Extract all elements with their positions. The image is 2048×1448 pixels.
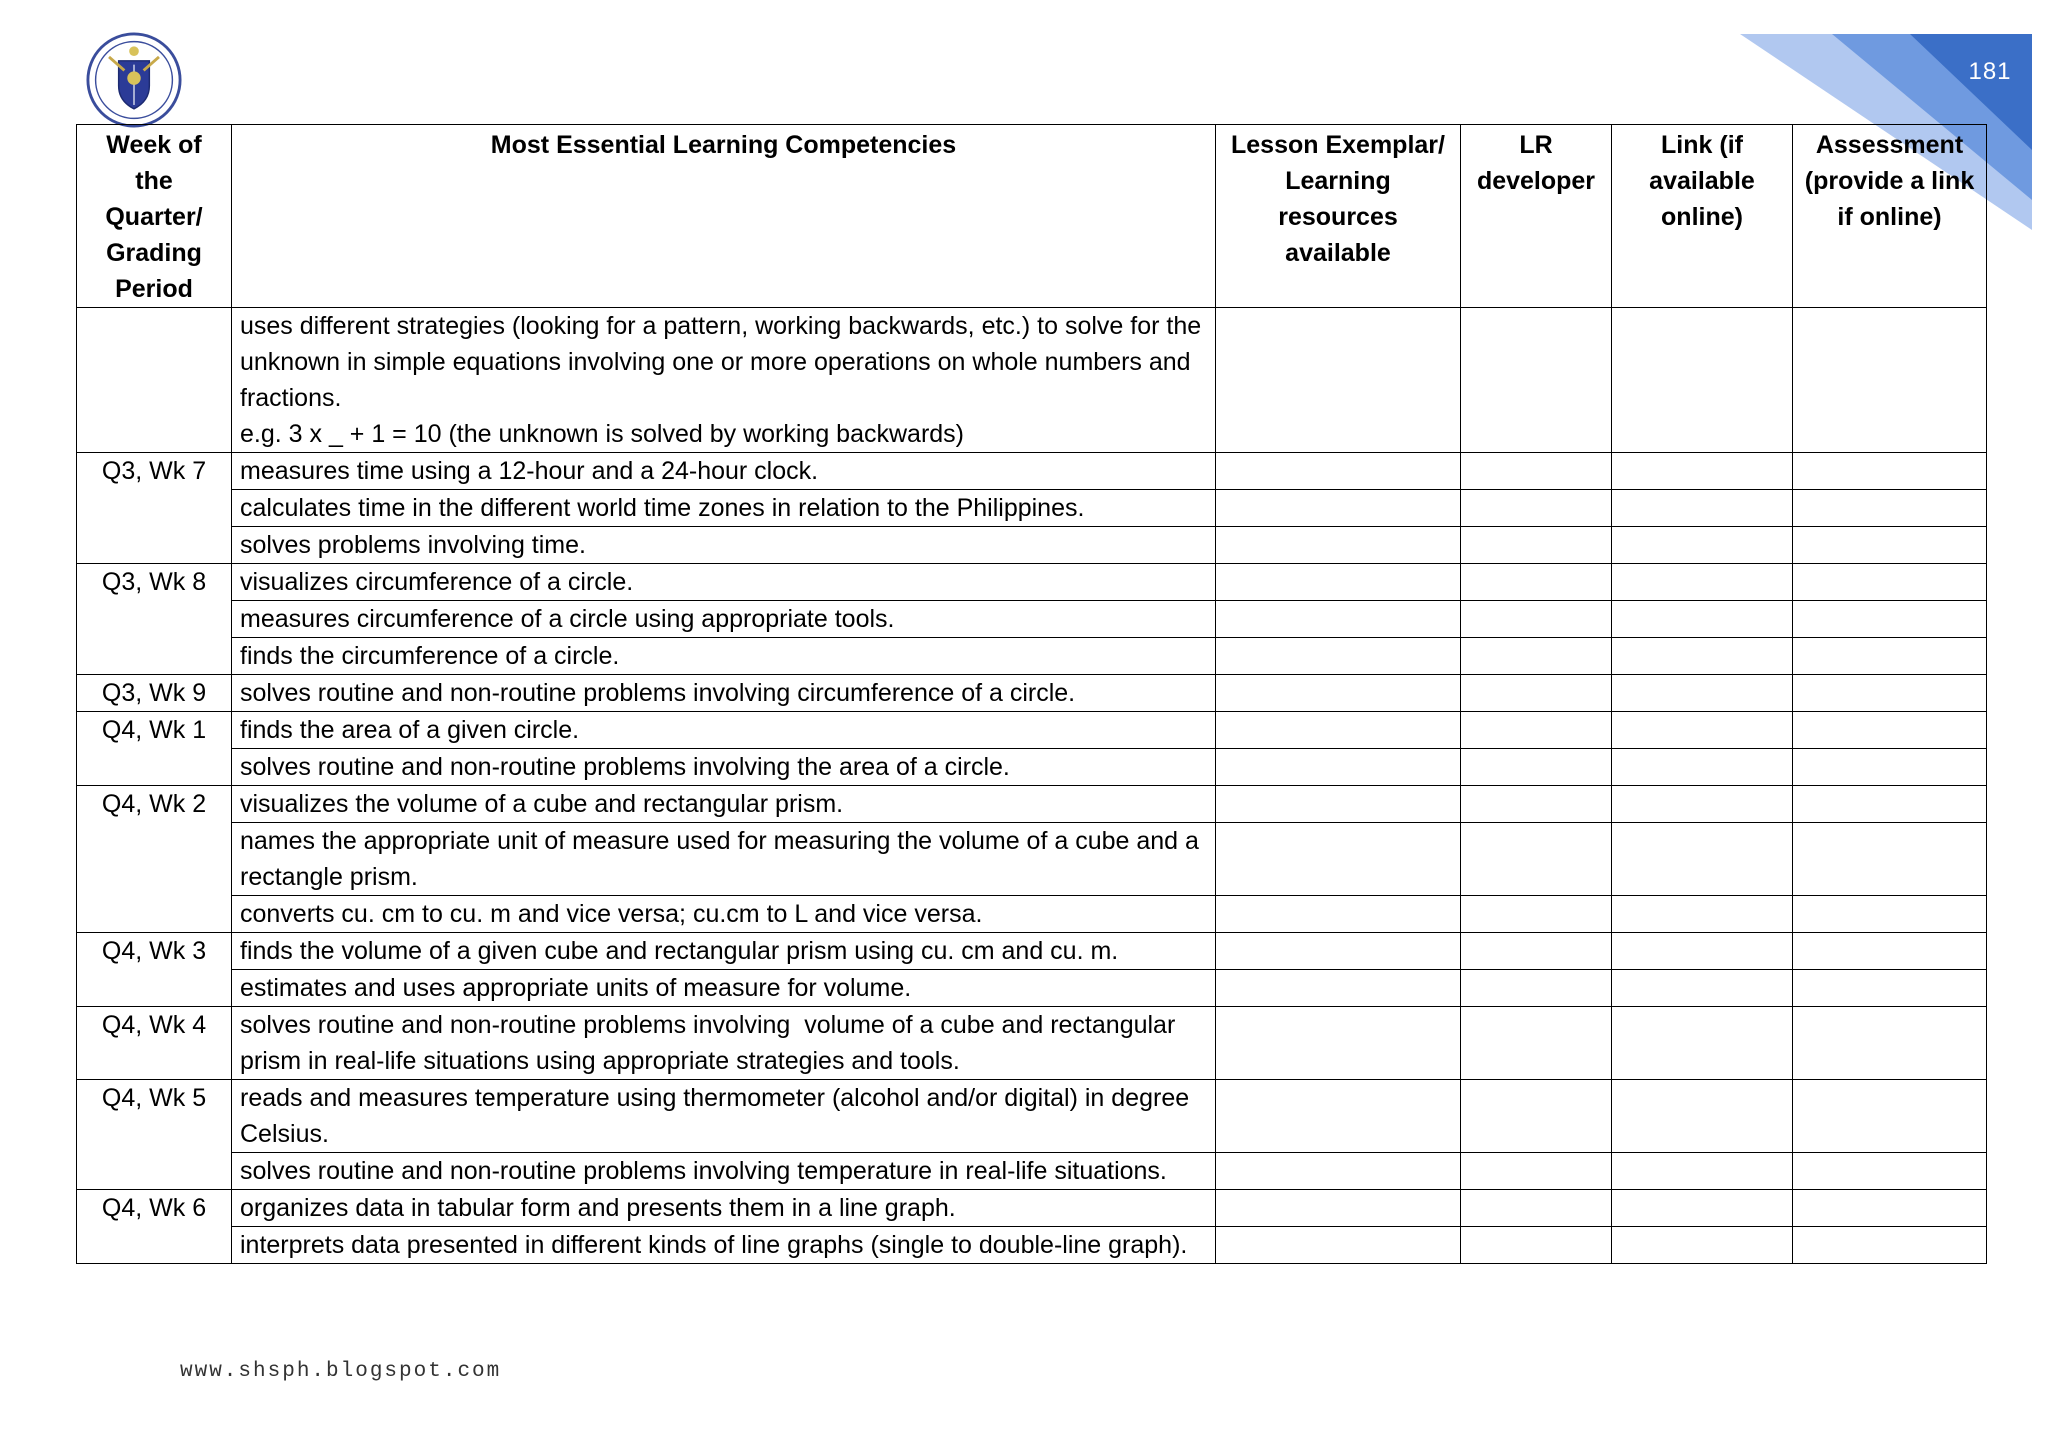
link-cell [1612, 308, 1793, 453]
table-row [77, 527, 1987, 564]
table-row [77, 601, 1987, 638]
week-cell: Q3, Wk 9 [77, 675, 232, 712]
lesson-exemplar-cell [1216, 1227, 1461, 1264]
week-cell: Q3, Wk 7 [77, 453, 232, 564]
link-cell [1612, 1190, 1793, 1227]
link-cell [1612, 1153, 1793, 1190]
assessment-cell [1793, 1080, 1987, 1153]
competency-text: uses different strategies (looking for a pattern, working backwards, etc.) to solve for the unknown in simple equations involving one or more operations on whole numbers and fractions. e.g. 3 x _ + 1 = 10 (the unknown is solved by working backwards) [240, 312, 1202, 448]
lr-developer-cell [1461, 601, 1612, 638]
lr-developer-cell [1461, 786, 1612, 823]
assessment-cell [1793, 638, 1987, 675]
assessment-cell [1793, 749, 1987, 786]
lr-developer-cell [1461, 490, 1612, 527]
table-row [77, 933, 1987, 970]
lesson-exemplar-cell [1216, 527, 1461, 564]
link-cell [1612, 601, 1793, 638]
assessment-cell [1793, 1190, 1987, 1227]
link-cell [1612, 638, 1793, 675]
col-header-week: Week of the Quarter/ Grading Period [77, 125, 232, 308]
link-cell [1612, 823, 1793, 896]
lr-developer-cell [1461, 1227, 1612, 1264]
week-cell: Q4, Wk 1 [77, 712, 232, 786]
competency-cell: interprets data presented in different kinds of line graphs (single to double-line graph). [232, 1227, 1216, 1264]
assessment-cell [1793, 933, 1987, 970]
link-cell [1612, 712, 1793, 749]
footer-url[interactable]: www.shsph.blogspot.com [180, 1360, 502, 1383]
assessment-cell [1793, 896, 1987, 933]
table-row [77, 1007, 1987, 1080]
table-row [77, 896, 1987, 933]
competency-cell: finds the area of a given circle. [232, 712, 1216, 749]
col-header-lr-developer: LR developer [1461, 125, 1612, 308]
lr-developer-cell [1461, 675, 1612, 712]
table-row [77, 970, 1987, 1007]
competency-cell: measures time using a 12-hour and a 24-hour clock. [232, 453, 1216, 490]
lesson-exemplar-cell [1216, 675, 1461, 712]
lesson-exemplar-cell [1216, 823, 1461, 896]
col-header-lesson-exemplar: Lesson Exemplar/ Learning resources available [1216, 125, 1461, 308]
assessment-cell [1793, 490, 1987, 527]
week-cell: Q3, Wk 8 [77, 564, 232, 675]
competency-cell: finds the volume of a given cube and rectangular prism using cu. cm and cu. m. [232, 933, 1216, 970]
competency-cell [232, 308, 1216, 453]
link-cell [1612, 675, 1793, 712]
assessment-cell [1793, 970, 1987, 1007]
link-cell [1612, 896, 1793, 933]
lesson-exemplar-cell [1216, 712, 1461, 749]
table-row [77, 638, 1987, 675]
competency-cell: reads and measures temperature using thermometer (alcohol and/or digital) in degree Celsius. [232, 1080, 1216, 1153]
link-cell [1612, 453, 1793, 490]
assessment-cell [1793, 527, 1987, 564]
lesson-exemplar-cell [1216, 786, 1461, 823]
assessment-cell [1793, 823, 1987, 896]
competency-cell: converts cu. cm to cu. m and vice versa; cu.cm to L and vice versa. [232, 896, 1216, 933]
table-row [77, 749, 1987, 786]
lr-developer-cell [1461, 1190, 1612, 1227]
assessment-cell [1793, 712, 1987, 749]
lesson-exemplar-cell [1216, 564, 1461, 601]
lr-developer-cell [1461, 308, 1612, 453]
lr-developer-cell [1461, 527, 1612, 564]
week-cell: Q4, Wk 5 [77, 1080, 232, 1190]
week-cell: Q4, Wk 2 [77, 786, 232, 933]
lesson-exemplar-cell [1216, 453, 1461, 490]
competency-cell: solves routine and non-routine problems involving temperature in real-life situations. [232, 1153, 1216, 1190]
week-cell: Q4, Wk 6 [77, 1190, 232, 1264]
assessment-cell [1793, 601, 1987, 638]
lr-developer-cell [1461, 453, 1612, 490]
competency-cell: organizes data in tabular form and presents them in a line graph. [232, 1190, 1216, 1227]
competency-cell: finds the circumference of a circle. [232, 638, 1216, 675]
table-row [77, 453, 1987, 490]
link-cell [1612, 490, 1793, 527]
link-cell [1612, 970, 1793, 1007]
link-cell [1612, 527, 1793, 564]
competency-cell: solves routine and non-routine problems involving circumference of a circle. [232, 675, 1216, 712]
assessment-cell [1793, 453, 1987, 490]
lr-developer-cell [1461, 970, 1612, 1007]
competency-cell: solves routine and non-routine problems involving the area of a circle. [232, 749, 1216, 786]
lr-developer-cell [1461, 1007, 1612, 1080]
assessment-cell [1793, 786, 1987, 823]
lesson-exemplar-cell [1216, 749, 1461, 786]
assessment-cell [1793, 675, 1987, 712]
lr-developer-cell [1461, 638, 1612, 675]
table-row [77, 1190, 1987, 1227]
lesson-exemplar-cell [1216, 1080, 1461, 1153]
table-row [77, 490, 1987, 527]
table-row [77, 308, 1987, 453]
lr-developer-cell [1461, 823, 1612, 896]
table-row [77, 1153, 1987, 1190]
table-row [77, 1227, 1987, 1264]
link-cell [1612, 933, 1793, 970]
competency-cell: calculates time in the different world time zones in relation to the Philippines. [232, 490, 1216, 527]
col-header-competencies: Most Essential Learning Competencies [232, 125, 1216, 308]
assessment-cell [1793, 1227, 1987, 1264]
lesson-exemplar-cell [1216, 1007, 1461, 1080]
competency-cell: visualizes circumference of a circle. [232, 564, 1216, 601]
week-cell [77, 308, 232, 453]
link-cell [1612, 786, 1793, 823]
assessment-cell [1793, 308, 1987, 453]
lesson-exemplar-cell [1216, 896, 1461, 933]
lesson-exemplar-cell [1216, 1153, 1461, 1190]
link-cell [1612, 1227, 1793, 1264]
competency-cell: solves problems involving time. [232, 527, 1216, 564]
assessment-cell [1793, 1007, 1987, 1080]
assessment-cell [1793, 1153, 1987, 1190]
table-header-row [77, 125, 1987, 308]
assessment-cell [1793, 564, 1987, 601]
lesson-exemplar-cell [1216, 601, 1461, 638]
week-cell: Q4, Wk 3 [77, 933, 232, 1007]
lr-developer-cell [1461, 1153, 1612, 1190]
table-row [77, 564, 1987, 601]
week-cell: Q4, Wk 4 [77, 1007, 232, 1080]
lr-developer-cell [1461, 712, 1612, 749]
lr-developer-cell [1461, 564, 1612, 601]
lr-developer-cell [1461, 933, 1612, 970]
link-cell [1612, 749, 1793, 786]
page-number: 181 [1968, 58, 2012, 85]
col-header-link: Link (if available online) [1612, 125, 1793, 308]
lesson-exemplar-cell [1216, 1190, 1461, 1227]
link-cell [1612, 564, 1793, 601]
table-row [77, 1080, 1987, 1153]
lesson-exemplar-cell [1216, 490, 1461, 527]
table-row [77, 712, 1987, 749]
lesson-exemplar-cell [1216, 970, 1461, 1007]
col-header-assessment: Assessment (provide a link if online) [1793, 125, 1987, 308]
lesson-exemplar-cell [1216, 638, 1461, 675]
link-cell [1612, 1007, 1793, 1080]
competency-cell: visualizes the volume of a cube and rectangular prism. [232, 786, 1216, 823]
lr-developer-cell [1461, 749, 1612, 786]
mel-table [76, 124, 1987, 1264]
competency-cell: names the appropriate unit of measure used for measuring the volume of a cube and a rectangle prism. [232, 823, 1216, 896]
lr-developer-cell [1461, 1080, 1612, 1153]
table-row [77, 823, 1987, 896]
table-row [77, 786, 1987, 823]
deped-seal-icon [86, 32, 182, 128]
competency-cell: measures circumference of a circle using appropriate tools. [232, 601, 1216, 638]
competency-cell: solves routine and non-routine problems involving volume of a cube and rectangular prism in real-life situations using appropriate strategies and tools. [232, 1007, 1216, 1080]
link-cell [1612, 1080, 1793, 1153]
competency-cell: estimates and uses appropriate units of measure for volume. [232, 970, 1216, 1007]
table-row [77, 675, 1987, 712]
lesson-exemplar-cell [1216, 933, 1461, 970]
lr-developer-cell [1461, 896, 1612, 933]
lesson-exemplar-cell [1216, 308, 1461, 453]
